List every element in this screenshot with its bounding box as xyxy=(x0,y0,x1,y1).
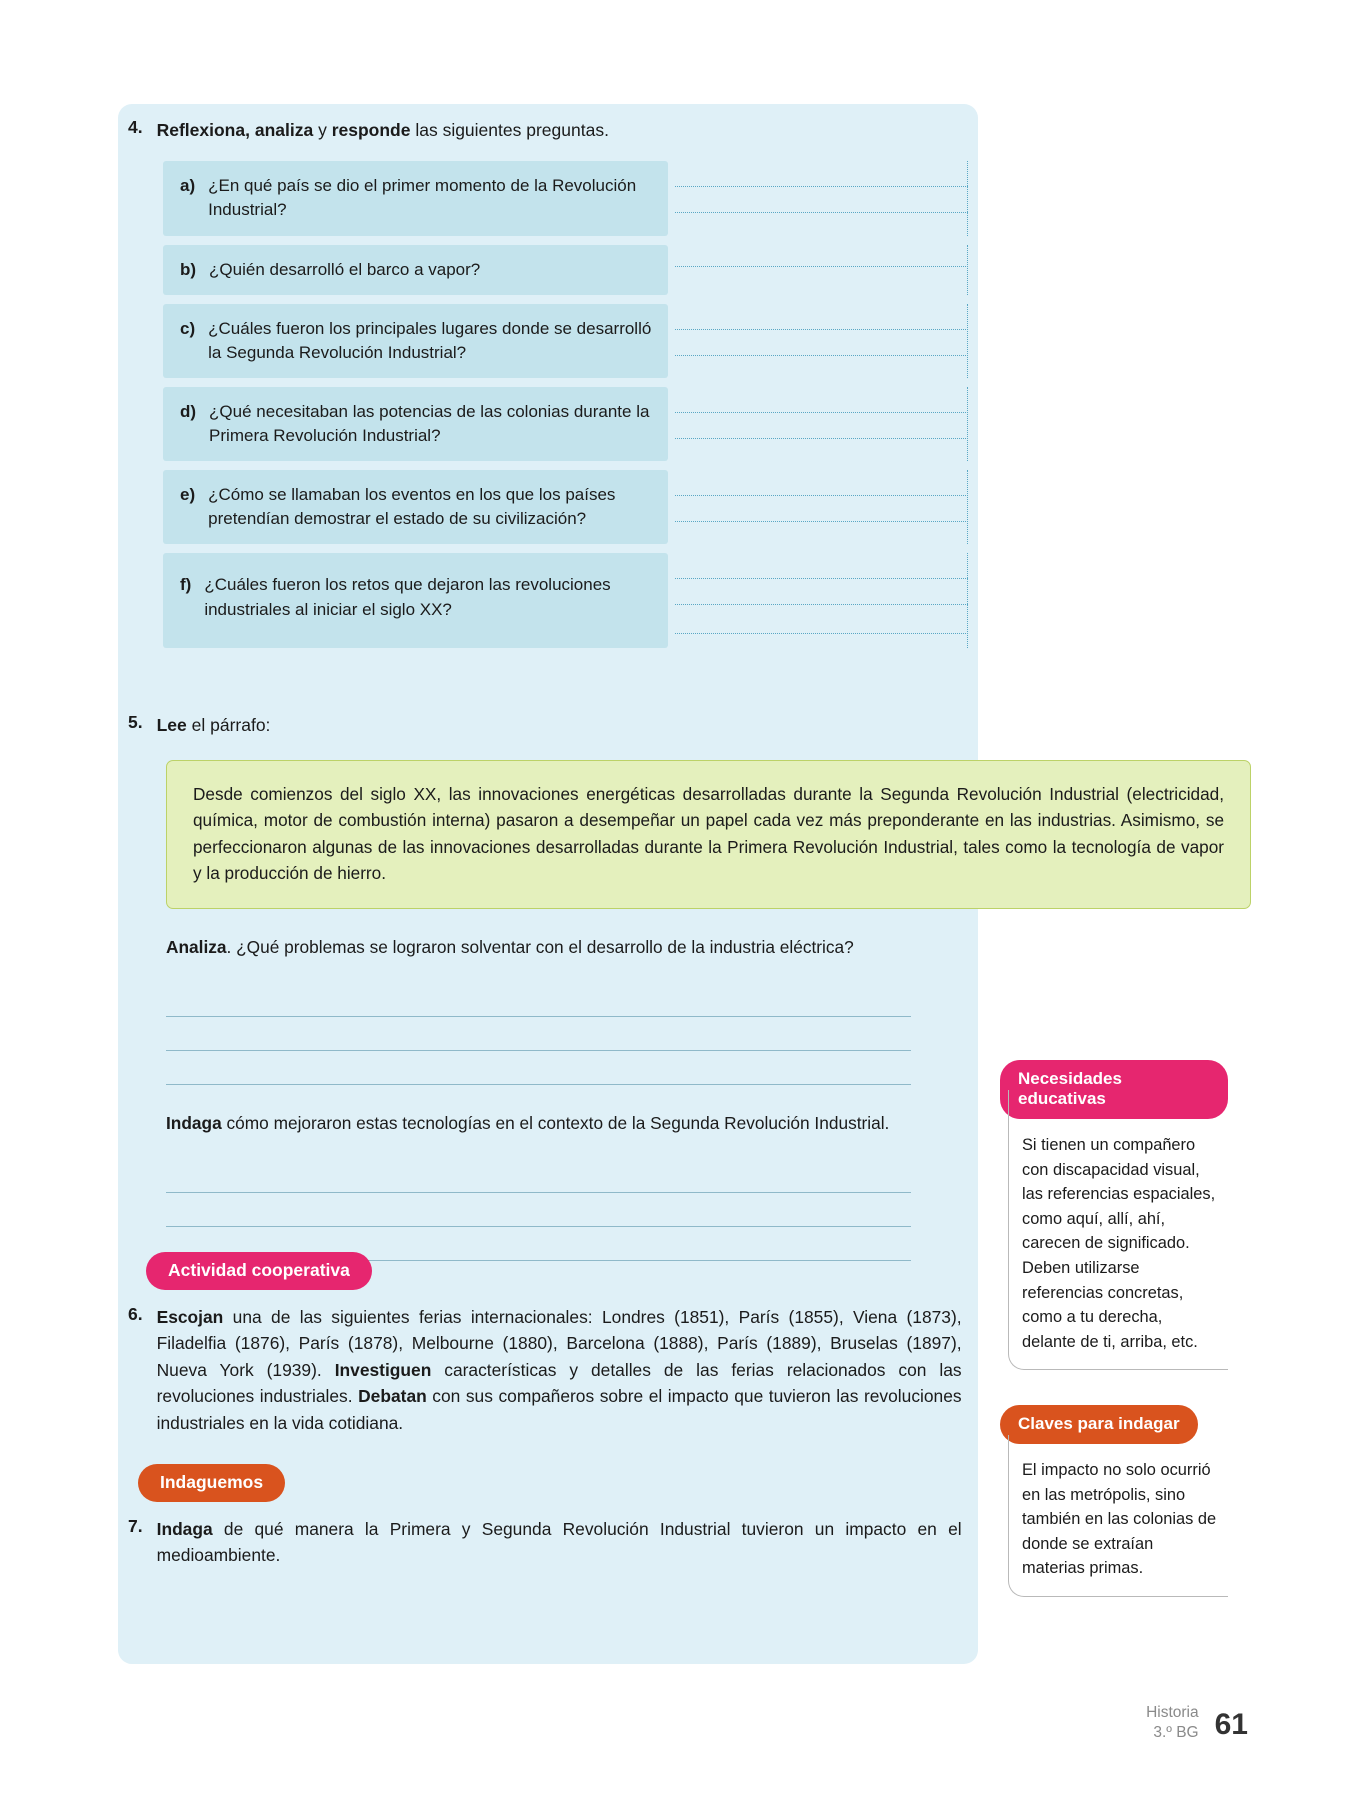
prompt-bold-2: responde xyxy=(331,120,411,140)
question-box xyxy=(163,161,668,235)
question-row xyxy=(163,470,968,544)
sidenote-wrap xyxy=(1000,1060,1228,1370)
exercise-6 xyxy=(128,1252,988,1436)
question-box xyxy=(163,245,668,295)
exercise-5-prompt-text xyxy=(157,712,271,738)
analiza-label: Analiza xyxy=(166,936,227,957)
question-row xyxy=(163,553,968,647)
page-footer xyxy=(1146,1703,1248,1742)
exercise-4-number: 4. xyxy=(128,117,143,137)
footer-grade: 3.º BG xyxy=(1153,1723,1199,1741)
answer-line[interactable] xyxy=(675,605,968,634)
question-row xyxy=(163,245,968,295)
question-row xyxy=(163,304,968,378)
analiza-answer-lines[interactable] xyxy=(166,983,911,1085)
answer-line[interactable] xyxy=(166,1193,911,1227)
sidenote-frame xyxy=(1008,1435,1228,1597)
answer-lines[interactable] xyxy=(675,161,968,235)
question-text: ¿En qué país se dio el primer momento de la Revolución Industrial? xyxy=(208,176,637,220)
answer-line[interactable] xyxy=(675,553,968,579)
exercise-6-text xyxy=(157,1304,962,1436)
prompt-end: las siguientes preguntas. xyxy=(410,120,609,140)
analiza-task xyxy=(166,935,911,961)
sidenote-title: Necesidades educativas xyxy=(1000,1060,1228,1119)
sidenote-claves-para-indagar xyxy=(1000,1405,1228,1597)
question-text: ¿Quién desarrolló el barco a vapor? xyxy=(209,259,481,279)
exercise-5-prompt xyxy=(128,712,968,738)
exercise-7 xyxy=(128,1464,988,1569)
answer-line[interactable] xyxy=(675,413,968,439)
indaga-answer-lines[interactable] xyxy=(166,1159,911,1261)
sidenote-title: Claves para indagar xyxy=(1000,1405,1198,1444)
reading-paragraph-text: Desde comienzos del siglo XX, las innovaciones energéticas desarrolladas durante la Segunda Revolución Industrial (electricidad, química, motor de combustión interna) pasaron a desempeñar un papel cada vez más preponderante en las industrias. Asimismo, se perfeccionaron algunas de las innovaciones desarrolladas durante la Primera Revolución Industrial, tales como la tecnología de vapor y la producción de hierro. xyxy=(193,784,1224,883)
question-row xyxy=(163,161,968,235)
answer-lines[interactable] xyxy=(675,470,968,544)
exercise-7-number: 7. xyxy=(128,1516,143,1536)
answer-line[interactable] xyxy=(675,245,968,267)
indaga-label: Indaga xyxy=(166,1112,222,1133)
question-letter: c) xyxy=(180,318,196,338)
answer-right-edge xyxy=(967,470,968,544)
exercise-4-prompt xyxy=(128,117,968,143)
exercise-4 xyxy=(128,117,968,657)
prompt-mid: y xyxy=(313,120,332,140)
question-text: ¿Cuáles fueron los retos que dejaron las revoluciones industriales al iniciar el siglo XX? xyxy=(204,575,611,619)
answer-right-edge xyxy=(967,245,968,295)
exercise-4-prompt-text xyxy=(157,117,609,143)
answer-line[interactable] xyxy=(166,983,911,1017)
sidenote-necesidades-educativas xyxy=(1000,1060,1228,1370)
answer-line[interactable] xyxy=(166,1017,911,1051)
debatan-label: Debatan xyxy=(358,1386,427,1407)
badge-actividad-cooperativa: Actividad cooperativa xyxy=(146,1252,372,1290)
exercise-7-text-1: de qué manera la Primera y Segunda Revolución Industrial tuvieron un impacto en el medioambiente. xyxy=(156,1519,962,1566)
question-text: ¿Cómo se llamaban los eventos en los que los países pretendían demostrar el estado de su civilización? xyxy=(208,485,616,529)
answer-line[interactable] xyxy=(675,496,968,522)
question-letter: f) xyxy=(180,575,192,595)
answer-right-edge xyxy=(967,161,968,235)
exercise-6-body xyxy=(128,1304,988,1436)
investiguen-label: Investiguen xyxy=(334,1359,432,1380)
exercise-6-text-3: con sus compañeros sobre el impacto que tuvieron las revoluciones industriales en la vida cotidiana. xyxy=(156,1386,962,1433)
question-text: ¿Cuáles fueron los principales lugares donde se desarrolló la Segunda Revolución Industrial? xyxy=(208,318,652,362)
answer-right-edge xyxy=(967,304,968,378)
question-letter: d) xyxy=(180,401,197,421)
exercise-6-number: 6. xyxy=(128,1304,143,1324)
question-box xyxy=(163,304,668,378)
badge-indaguemos: Indaguemos xyxy=(138,1464,285,1502)
answer-line[interactable] xyxy=(675,330,968,356)
answer-line[interactable] xyxy=(166,1159,911,1193)
indaga-task xyxy=(166,1111,911,1137)
answer-lines[interactable] xyxy=(675,553,968,647)
answer-line[interactable] xyxy=(166,1051,911,1085)
sidenote-body: Si tienen un compañero con discapacidad visual, las referencias espaciales, como aquí, allí, ahí, carecen de significado. Deben utilizarse referencias concretas, como a tu derecha, delante de ti, arriba, etc. xyxy=(1022,1136,1216,1351)
answer-lines[interactable] xyxy=(675,387,968,461)
sidenote-wrap xyxy=(1000,1405,1228,1597)
question-letter: e) xyxy=(180,485,196,505)
sidenote-body: El impacto no solo ocurrió en las metrópolis, sino también en las colonias de donde se extraían materias primas. xyxy=(1022,1461,1217,1578)
exercise-7-body xyxy=(128,1516,988,1569)
question-list xyxy=(163,161,968,647)
question-text: ¿Qué necesitaban las potencias de las colonias durante la Primera Revolución Industrial? xyxy=(209,401,650,445)
question-letter: b) xyxy=(180,259,197,279)
page-number: 61 xyxy=(1214,1708,1248,1741)
answer-line[interactable] xyxy=(675,161,968,187)
answer-right-edge xyxy=(967,387,968,461)
sidenote-frame xyxy=(1008,1090,1228,1370)
exercise-7-text xyxy=(157,1516,962,1569)
footer-subject-block xyxy=(1146,1703,1199,1742)
question-box xyxy=(163,387,668,461)
question-row xyxy=(163,387,968,461)
answer-line[interactable] xyxy=(675,304,968,330)
footer-subject: Historia xyxy=(1146,1704,1199,1722)
prompt-end: el párrafo: xyxy=(186,715,271,735)
prompt-bold-1: Reflexiona, analiza xyxy=(156,120,314,140)
exercise-6-text-1: una de las siguientes ferias internacionales: Londres (1851), París (1855), Viena (1873), Filadelfia (1876), París (1878), Melbourne (1880), Barcelona (1888), París (1889), Bruselas (1897), Nueva York (1939). xyxy=(156,1307,962,1380)
answer-line[interactable] xyxy=(675,579,968,605)
answer-lines[interactable] xyxy=(675,245,968,295)
question-box xyxy=(163,553,668,647)
analiza-text: . ¿Qué problemas se lograron solventar con el desarrollo de la industria eléctrica? xyxy=(226,936,854,957)
answer-line[interactable] xyxy=(675,470,968,496)
reading-paragraph-box xyxy=(166,760,1251,909)
question-box xyxy=(163,470,668,544)
question-letter: a) xyxy=(180,176,196,196)
exercise-6-text-2: características y detalles de las ferias relacionados con las revoluciones industriales. xyxy=(156,1359,962,1407)
answer-line[interactable] xyxy=(675,387,968,413)
indaga-label-7: Indaga xyxy=(156,1519,213,1539)
indaga-text: cómo mejoraron estas tecnologías en el contexto de la Segunda Revolución Industrial. xyxy=(221,1112,890,1133)
answer-right-edge xyxy=(967,553,968,647)
prompt-bold: Lee xyxy=(156,715,187,735)
answer-lines[interactable] xyxy=(675,304,968,378)
answer-line[interactable] xyxy=(675,187,968,213)
exercise-5-number: 5. xyxy=(128,712,143,732)
escojan-label: Escojan xyxy=(156,1307,224,1327)
